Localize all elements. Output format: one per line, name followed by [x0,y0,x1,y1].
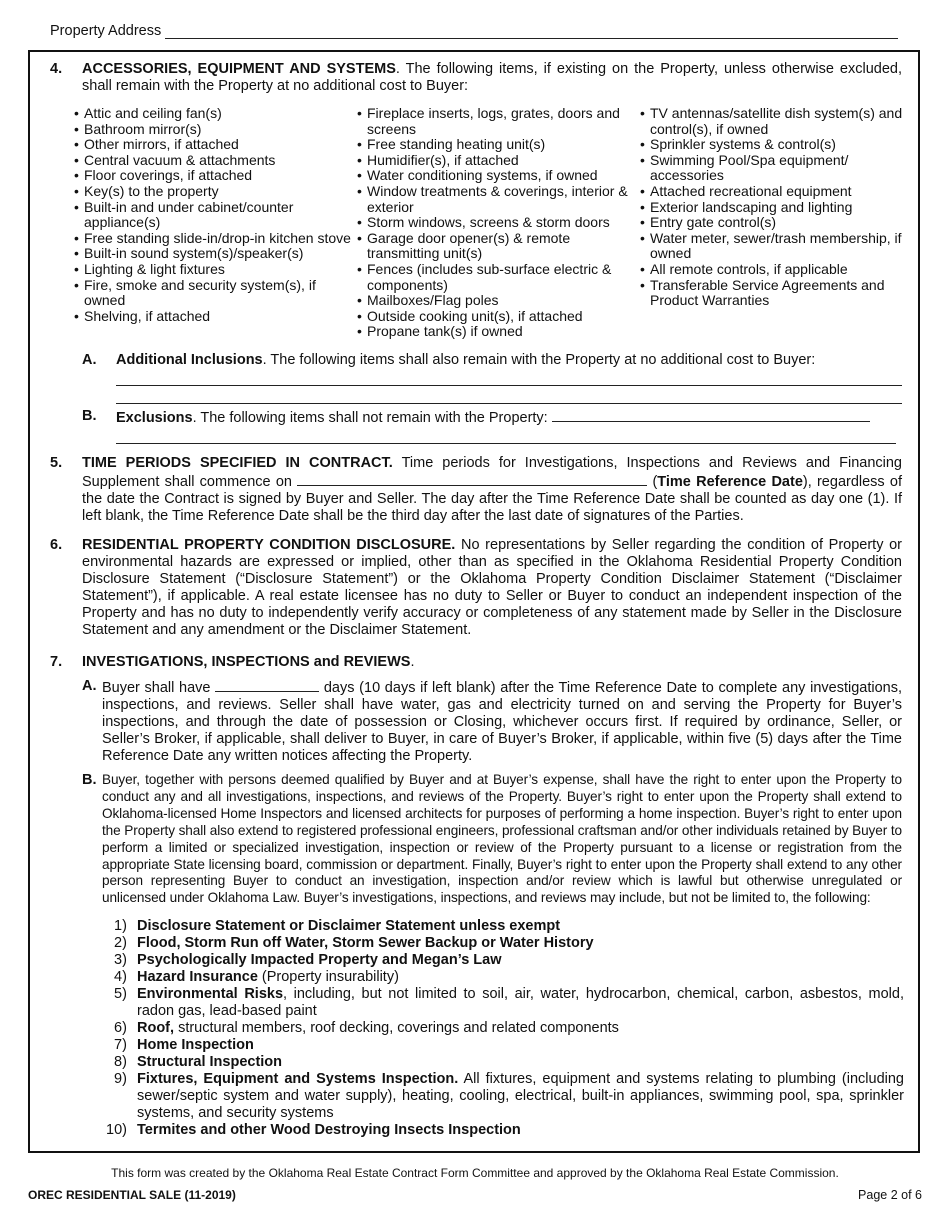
section-title: TIME PERIODS SPECIFIED IN CONTRACT. [82,455,393,471]
inspection-item-detail: structural members, roof decking, coverings and related components [174,1020,619,1036]
accessory-item: • All remote controls, if applicable [640,262,904,278]
accessory-item: • Garage door opener(s) & remote transmitting unit(s) [357,231,640,262]
accessory-item: • Entry gate control(s) [640,215,904,231]
accessories-col-2 [357,106,640,340]
accessory-item: • Free standing heating unit(s) [357,137,640,153]
time-reference-date-field[interactable] [297,472,647,486]
inspection-item-title: Disclosure Statement or Disclaimer Statement unless exempt [137,918,561,934]
inspection-item-title: Termites and other Wood Destroying Insects Inspection [137,1122,521,1138]
accessory-item: • Humidifier(s), if attached [357,153,640,169]
accessory-item: • Water conditioning systems, if owned [357,168,640,184]
property-address-field[interactable] [165,24,898,39]
section-number: 6. [50,537,63,553]
inspection-item-number: 5) [114,986,127,1002]
accessory-item: • Sprinkler systems & control(s) [640,137,904,153]
subsection-letter: B. [82,408,97,424]
accessory-item: • Other mirrors, if attached [74,137,357,153]
subsection-title: Additional Inclusions [116,352,263,368]
inspection-item [114,969,904,986]
inspection-item-number: 8) [114,1054,127,1070]
section-7b-text: Buyer, together with persons deemed qualified by Buyer and at Buyer’s expense, shall have the right to enter upon the Property to conduct any and all investigations, inspections, and reviews of the Property. Buyer’s right to enter upon the Property shall extend to Oklahoma-licensed Home Inspectors and licensed architects for purposes of performing a home inspection. Buyer’s right to enter upon the Property shall also extend to registered professional engineers, professional craftsman and/or other individuals retained by Buyer to perform a limited or specialized investigation, inspection or review of the Property pursuant to a license or registration from the appropriate State licensing board, commission or department. Finally, Buyer’s right to enter upon the Property shall extend to any other person representing Buyer to conduct an investigation, inspection and/or review which is lawful but otherwise unregulated or unlicensed under Oklahoma Law. Buyer’s investigations, inspections, and reviews may include, but not be limited to, the following: [102,772,902,906]
section-6 [50,537,902,639]
inspection-item-title: Fixtures, Equipment and Systems Inspection. [137,1071,459,1087]
inclusions-line-2[interactable] [116,386,902,404]
inspection-item [114,1020,904,1037]
accessory-item: • Built-in sound system(s)/speaker(s) [74,246,357,262]
accessory-item: • Fire, smoke and security system(s), if owned [74,278,357,309]
inspection-days-field[interactable] [215,678,319,692]
inspection-item-number: 2) [114,935,127,951]
section-number: 7. [50,654,63,670]
subsection-title: Exclusions [116,410,193,426]
accessory-item: • TV antennas/satellite dish system(s) and control(s), if owned [640,106,904,137]
inspection-item-number: 9) [114,1071,127,1087]
inspection-item-title: Roof, [137,1020,175,1036]
inspection-item [114,918,904,935]
exclusions [82,408,902,444]
section-4 [50,61,902,95]
section-5: 5. TIME PERIODS SPECIFIED IN CONTRACT. Time periods for Investigations, Inspections and Reviews and Financing Supplement shall commence on (Time Reference Date), regardless of the date the Contract is signed by Buyer and Seller. The day after the Time Reference Date shall be counted as day one (1). If left blank, the Time Reference Date shall be the third day after the last date of signatures of the Parties. [50,455,903,524]
section-intro: . The following items, if existing on the Property, unless otherwise excluded, shall remain with the Property at no additional cost to Buyer: [82,61,902,94]
contract-frame [28,50,920,1153]
inspection-item-detail: , including, but not limited to soil, air, water, hydrocarbon, chemical, carbon, asbestos, mold, radon gas, lead-based paint [137,986,904,1019]
inspection-item-number: 1) [114,918,127,934]
accessory-item: • Storm windows, screens & storm doors [357,215,640,231]
subsection-text: . The following items shall not remain with the Property: [192,410,548,426]
inspection-item-number: 10) [106,1122,127,1138]
accessory-item: • Transferable Service Agreements and Product Warranties [640,278,904,309]
section-7a: A. Buyer shall have days (10 days if left blank) after the Time Reference Date to complete any investigations, inspections, and reviews. Seller shall have water, gas and electricity turned on and serving the Property for Buyer’s inspections, and through the date of possession or Closing, whichever occurs first. If required by ordinance, Seller, or Seller’s Broker, if applicable, shall deliver to Buyer, in care of Buyer’s Broker, if applicable, within five (5) days after the Time Reference Date any written notices affecting the Property. [82,678,902,764]
accessory-item: • Built-in and under cabinet/counter appliance(s) [74,200,357,231]
inspection-item-title: Flood, Storm Run off Water, Storm Sewer Backup or Water History [137,935,594,951]
footer-note: This form was created by the Oklahoma Real Estate Contract Form Committee and approved by the Oklahoma Real Estate Commission. [111,1166,839,1180]
inspection-item [114,1071,904,1122]
section-7b [82,772,902,907]
inspection-item-number: 6) [114,1020,127,1036]
section-7: 7. INVESTIGATIONS, INSPECTIONS and REVIEWS. [50,654,415,670]
page-number: Page 2 of 6 [858,1188,922,1202]
accessory-item: • Propane tank(s) if owned [357,324,640,340]
subsection-letter: B. [82,772,97,788]
accessory-item: • Bathroom mirror(s) [74,122,357,138]
inspection-item-title: Home Inspection [137,1037,254,1053]
inspection-item [114,1054,904,1071]
section-number: 5. [50,455,63,471]
inspection-item-detail: All fixtures, equipment and systems relating to plumbing (including sewer/septic system and water supply), heating, cooling, electrical, built-in appliances, swimming pool, spa, sprinkler systems, and security systems [137,1071,904,1121]
inspection-item-title: Hazard Insurance [137,969,258,985]
form-id: OREC RESIDENTIAL SALE (11-2019) [28,1188,236,1202]
inspection-item [114,935,904,952]
accessory-item: • Swimming Pool/Spa equipment/ accessories [640,153,904,184]
accessory-item: • Water meter, sewer/trash membership, if owned [640,231,904,262]
inspection-item-title: Environmental Risks [137,986,284,1002]
inspection-item-number: 4) [114,969,127,985]
inclusions-line-1[interactable] [116,369,902,386]
inspection-item [106,1122,904,1139]
inspection-item [114,952,904,969]
inspection-item-title: Psychologically Impacted Property and Megan’s Law [137,952,502,968]
inspection-item [114,1037,904,1054]
accessory-item: • Key(s) to the property [74,184,357,200]
accessory-item: • Shelving, if attached [74,309,357,325]
accessory-item: • Fences (includes sub-surface electric & components) [357,262,640,293]
inspection-item [114,986,904,1020]
accessory-item: • Attached recreational equipment [640,184,904,200]
section-title: ACCESSORIES, EQUIPMENT AND SYSTEMS [82,61,396,77]
property-address [50,23,898,39]
property-address-label: Property Address [50,23,162,39]
inspection-item-number: 7) [114,1037,127,1053]
exclusions-line-1[interactable] [552,408,870,422]
accessory-item: • Lighting & light fixtures [74,262,357,278]
subsection-letter: A. [82,678,97,694]
accessories-columns [74,106,904,340]
accessories-col-3 [640,106,904,340]
accessory-item: • Window treatments & coverings, interior & exterior [357,184,640,215]
section-title: RESIDENTIAL PROPERTY CONDITION DISCLOSURE. [82,537,456,553]
section-number: 4. [50,61,63,77]
time-reference-date-term: Time Reference Date [657,474,803,490]
section-text: No representations by Seller regarding the condition of Property or environmental hazards are expressed or implied, other than as specified in the Oklahoma Residential Property Condition Disclosure Statement (“Disclosure Statement”) or the Oklahoma Property Condition Disclaimer Statement (“Disclaimer Statement”), if applicable. A real estate licensee has no duty to Seller or Buyer to conduct an independent inspection of the Property and has no duty to independently verify accuracy or completeness of any statement made by Seller in the Disclosure Statement and any amendment or the Disclaimer Statement. [82,537,902,638]
additional-inclusions [82,352,902,404]
inspection-item-title: Structural Inspection [137,1054,283,1070]
accessory-item: • Free standing slide-in/drop-in kitchen stove [74,231,357,247]
accessories-col-1 [74,106,357,340]
subsection-letter: A. [82,352,97,368]
inspection-list [106,918,904,1139]
accessory-item: • Outside cooking unit(s), if attached [357,309,640,325]
accessory-item: • Fireplace inserts, logs, grates, doors and screens [357,106,640,137]
inspection-item-detail: (Property insurability) [257,969,399,985]
section-title: INVESTIGATIONS, INSPECTIONS and REVIEWS [82,654,411,670]
accessory-item: • Floor coverings, if attached [74,168,357,184]
accessory-item: • Attic and ceiling fan(s) [74,106,357,122]
accessory-item: • Exterior landscaping and lighting [640,200,904,216]
exclusions-line-2[interactable] [116,427,896,444]
subsection-text: . The following items shall also remain with the Property at no additional cost to Buyer: [262,352,816,368]
inspection-item-number: 3) [114,952,127,968]
accessory-item: • Mailboxes/Flag poles [357,293,640,309]
accessory-item: • Central vacuum & attachments [74,153,357,169]
